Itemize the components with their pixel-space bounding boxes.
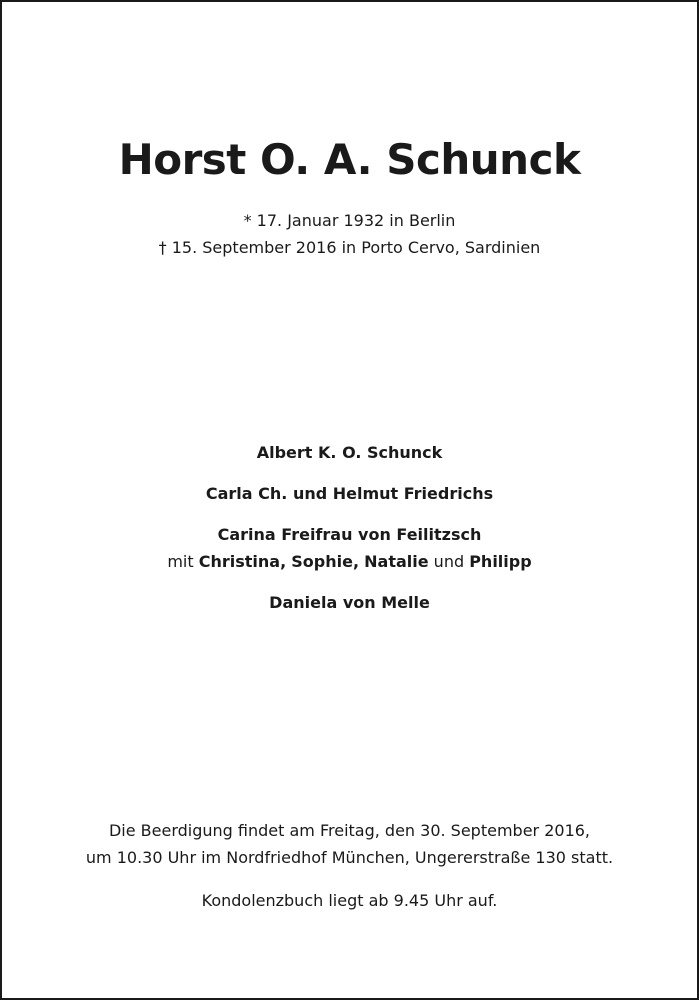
child-name: Sophie, xyxy=(291,552,360,571)
deceased-name: Horst O. A. Schunck xyxy=(118,135,581,184)
child-name: Christina, xyxy=(198,552,287,571)
children-prefix: mit xyxy=(167,552,194,571)
child-name: Philipp xyxy=(469,552,532,571)
condolence-note: Kondolenzbuch liegt ab 9.45 Uhr auf. xyxy=(201,891,498,910)
funeral-info xyxy=(2,817,697,871)
mourner-1: Albert K. O. Schunck xyxy=(256,443,443,462)
life-dates xyxy=(2,207,697,261)
mourner-3-group xyxy=(2,521,697,575)
mourner-3-children xyxy=(2,548,697,575)
mourner-4: Daniela von Melle xyxy=(269,593,430,612)
mourner-2: Carla Ch. und Helmut Friedrichs xyxy=(205,484,494,503)
death-line: † 15. September 2016 in Porto Cervo, Sardinien xyxy=(158,238,541,257)
birth-line: * 17. Januar 1932 in Berlin xyxy=(243,211,456,230)
mourners-list xyxy=(2,439,697,630)
funeral-line-1: Die Beerdigung findet am Freitag, den 30. September 2016, xyxy=(108,821,591,840)
funeral-line-2: um 10.30 Uhr im Nordfriedhof München, Ungererstraße 130 statt. xyxy=(85,848,614,867)
mourner-3: Carina Freifrau von Feilitzsch xyxy=(217,525,482,544)
child-name: Natalie xyxy=(364,552,429,571)
children-conjunction: und xyxy=(433,552,465,571)
